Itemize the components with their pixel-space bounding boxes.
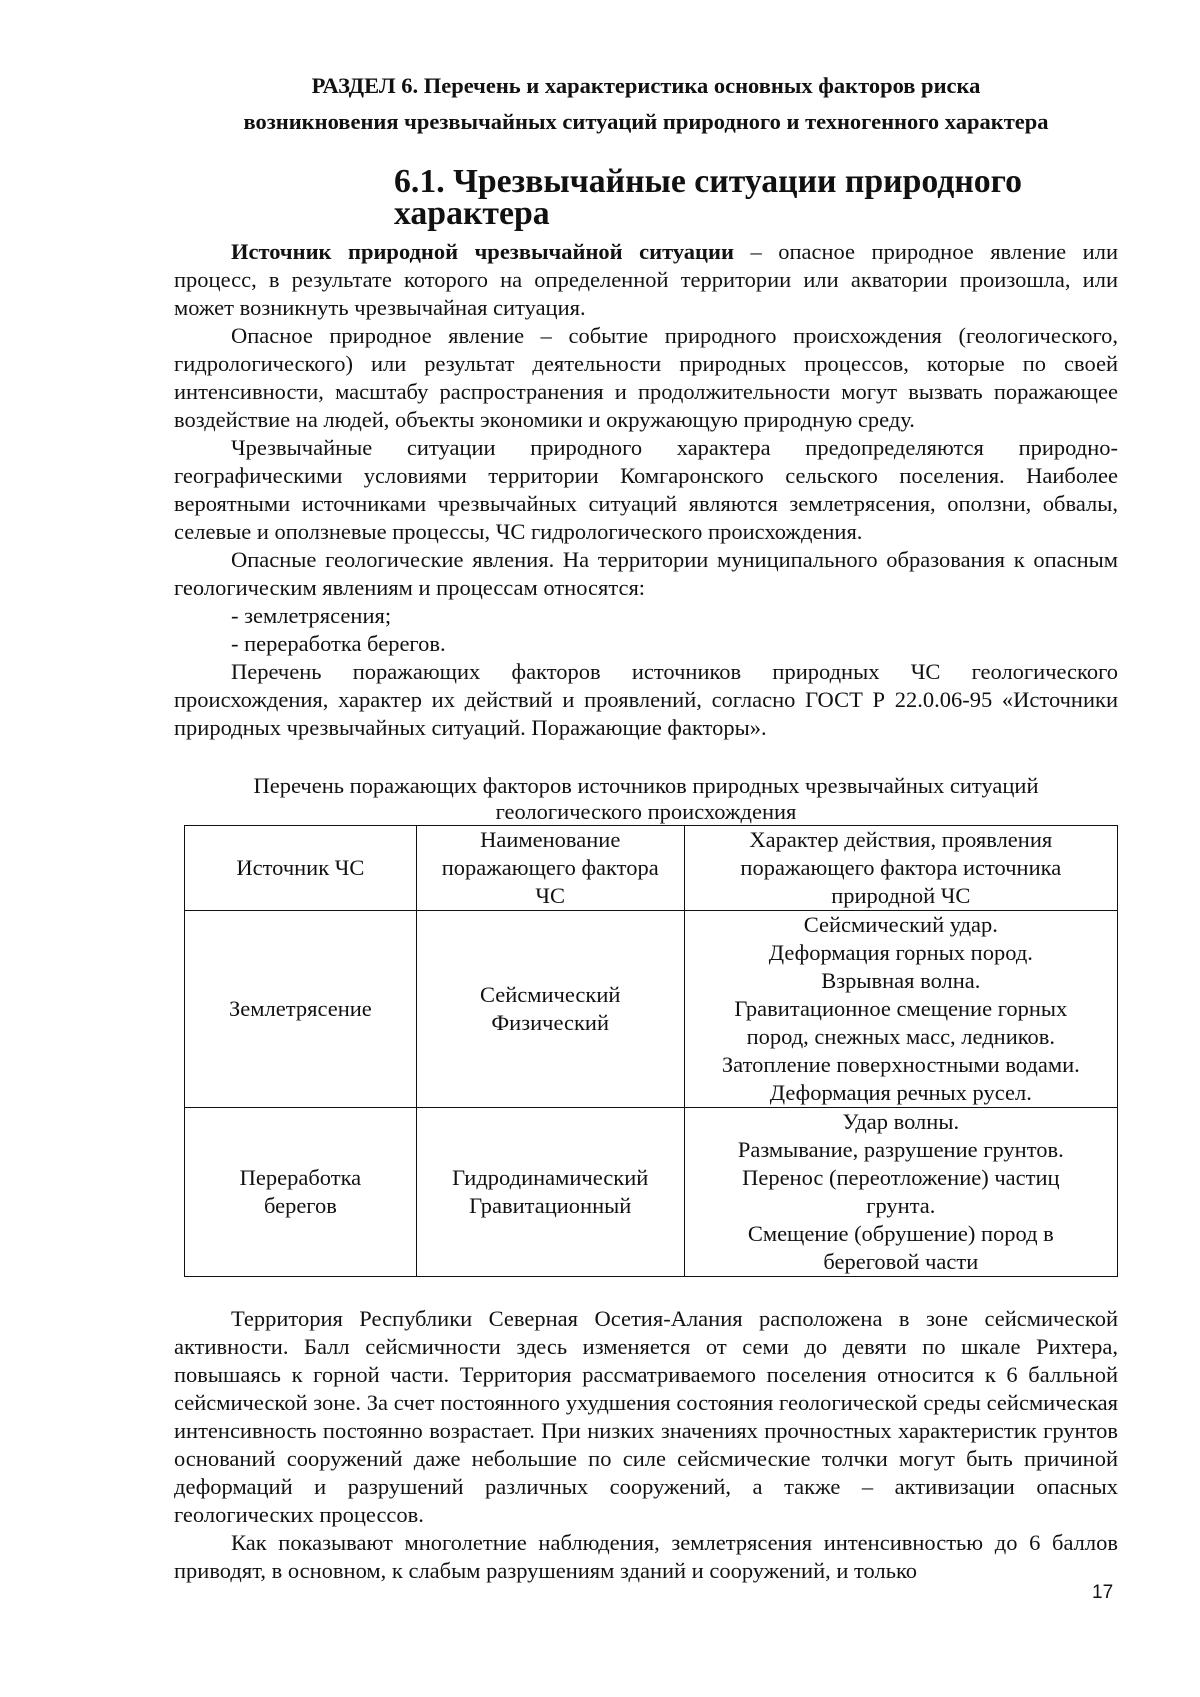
table-row — [185, 911, 1118, 1108]
section-title — [174, 68, 1118, 140]
term-bold: Источник природной чрезвычайной ситуации — [231, 239, 734, 264]
table-row — [185, 1108, 1118, 1277]
paragraph-definition-source — [174, 238, 1118, 322]
table-title — [174, 773, 1118, 825]
cell-line: Удар волны. — [842, 1109, 960, 1134]
cell-line: Деформация горных пород. — [768, 940, 1033, 965]
cell-line: грунта. — [866, 1193, 936, 1218]
cell-line: Гравитационный — [469, 1193, 632, 1218]
cell-factor — [416, 911, 684, 1108]
cell-line: Деформация речных русел. — [769, 1080, 1032, 1105]
paragraph-geological-phenomena: Опасные геологические явления. На территории муниципального образования к опасным геологическим явлениям и процессам относятся: — [174, 547, 1118, 600]
cell-line: Взрывная волна. — [821, 968, 981, 993]
paragraph-hazard-definition: Опасное природное явление – событие природного происхождения (геологического, гидрологического) или результат деятельности природных процессов, которые по своей интенсивности, масштабу распространения и продолжительности могут вызвать поражающее воздействие на людей, объекты экономики и окружающую природную среду. — [174, 323, 1118, 432]
section-title-line1: РАЗДЕЛ 6. Перечень и характеристика основных факторов риска — [311, 73, 981, 98]
table-header-row — [185, 826, 1118, 911]
cell-line: Размывание, разрушение грунтов. — [737, 1137, 1064, 1162]
cell-character — [684, 1108, 1117, 1277]
cell-line: Гравитационное смещение горных — [734, 996, 1068, 1021]
paragraph-observations: Как показывают многолетние наблюдения, землетрясения интенсивностью до 6 баллов приводят, в основном, к слабым разрушениям зданий и сооружений, и только — [174, 1530, 1118, 1583]
cell-line: Физический — [491, 1010, 610, 1035]
cell-line: Затопление поверхностными водами. — [721, 1052, 1080, 1077]
definition-text: – опасное природное явление или процесс, в результате которого на определенной территории или акватории произошла, или может возникнуть чрезвычайная ситуация. — [174, 239, 1118, 320]
header-factor — [416, 826, 684, 911]
cell-line: пород, снежных масс, ледников. — [746, 1024, 1056, 1049]
hazard-factors-table — [184, 825, 1118, 1277]
page-number: 17 — [1092, 1582, 1114, 1603]
cell-line: Гидродинамический — [452, 1165, 649, 1190]
header-character-line: Характер действия, проявления — [749, 827, 1053, 852]
header-factor-line: Наименование — [480, 827, 621, 852]
paragraph-seismic-activity: Территория Республики Северная Осетия-Алания расположена в зоне сейсмической активности. Балл сейсмичности здесь изменяется от семи до девяти по шкале Рихтера, повышаясь к горной части. Территория рассматриваемого поселения относится к 6 балльной сейсмической зоне. За счет постоянного ухудшения состояния геологической среды сейсмическая интенсивность постоянно возрастает. При низких значениях прочностных характеристик грунтов оснований сооружений даже небольшие по силе сейсмические толчки могут быть причиной деформаций и разрушений различных сооружений, а также – активизации опасных геологических процессов. — [174, 1306, 1118, 1527]
cell-line: береговой части — [823, 1249, 979, 1274]
cell-line: Переработка — [239, 1165, 362, 1190]
cell-source — [185, 1108, 417, 1277]
cell-character — [684, 911, 1117, 1108]
paragraph-gost-reference: Перечень поражающих факторов источников природных ЧС геологического происхождения, характер их действий и проявлений, согласно ГОСТ Р 22.0.06-95 «Источники природных чрезвычайных ситуаций. Поражающие факторы». — [174, 659, 1118, 740]
list-item: - землетрясения; — [231, 603, 392, 628]
cell-line: Сейсмический удар. — [803, 912, 998, 937]
header-factor-line: ЧС — [535, 883, 566, 908]
header-character-line: поражающего фактора источника — [740, 855, 1062, 880]
header-source: Источник ЧС — [185, 826, 417, 911]
cell-line: Перенос (переотложение) частиц — [742, 1165, 1060, 1190]
cell-line: берегов — [263, 1193, 337, 1218]
table-title-line1: Перечень поражающих факторов источников природных чрезвычайных ситуаций — [253, 773, 1039, 798]
cell-line: Землетрясение — [229, 996, 372, 1021]
table-title-line2: геологического происхождения — [495, 799, 797, 824]
paragraph-natural-emergencies: Чрезвычайные ситуации природного характера предопределяются природно-географическими условиями территории Комгаронского сельского поселения. Наиболее вероятными источниками чрезвычайных ситуаций являются землетрясения, оползни, обвалы, селевые и оползневые процессы, ЧС гидрологического происхождения. — [174, 435, 1118, 544]
list-item: - переработка берегов. — [231, 631, 446, 656]
cell-line: Смещение (обрушение) пород в — [747, 1221, 1054, 1246]
header-factor-line: поражающего фактора — [441, 855, 659, 880]
cell-factor — [416, 1108, 684, 1277]
section-title-line2: возникновения чрезвычайных ситуаций природного и техногенного характера — [243, 109, 1049, 134]
header-character — [684, 826, 1117, 911]
subsection-title: 6.1. Чрезвычайные ситуации природного характера — [394, 163, 1023, 232]
page-content — [174, 58, 1118, 1585]
cell-line: Сейсмический — [479, 982, 621, 1007]
cell-source — [185, 911, 417, 1108]
header-character-line: природной ЧС — [831, 883, 971, 908]
